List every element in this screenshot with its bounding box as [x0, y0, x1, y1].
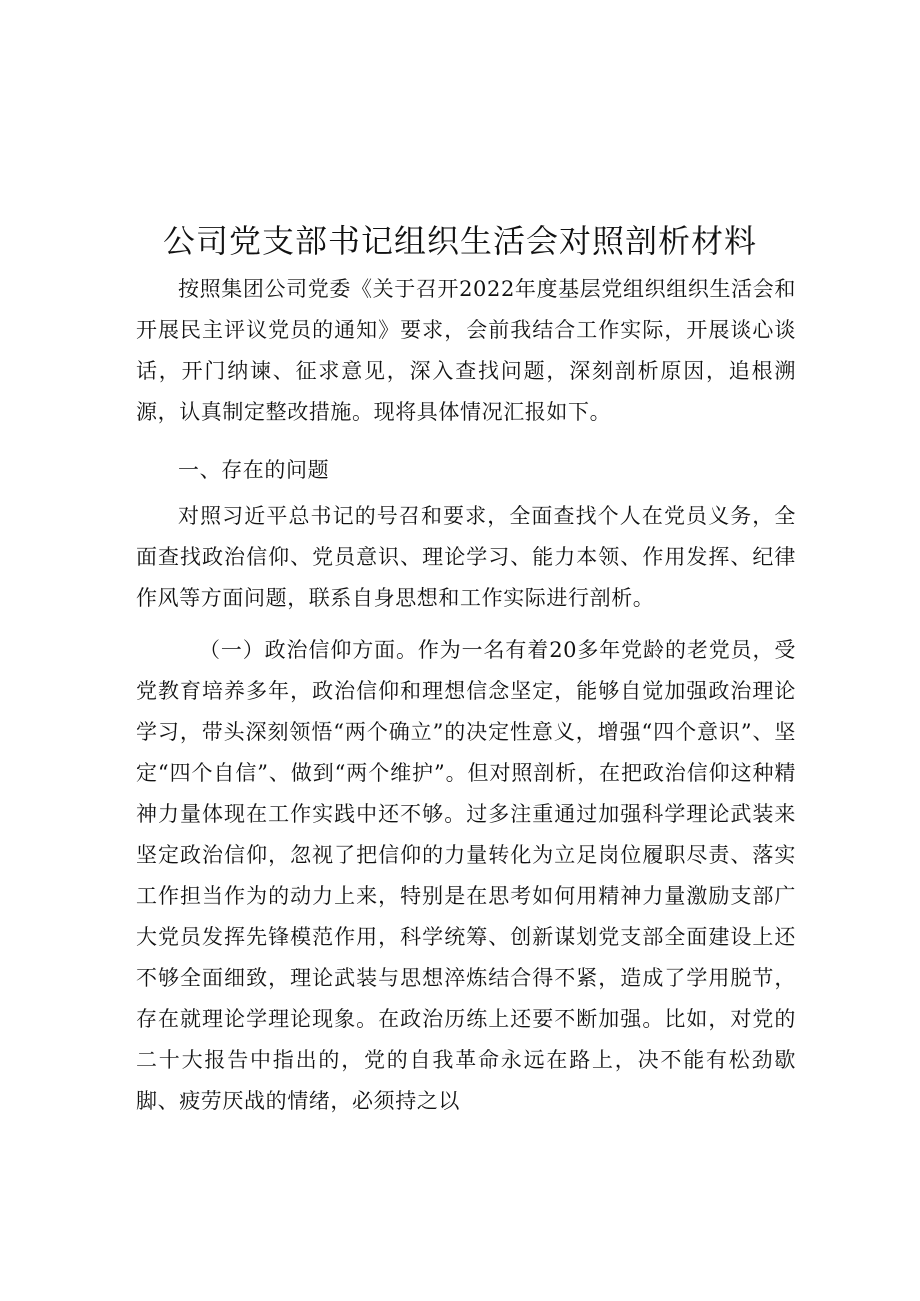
document-title: 公司党支部书记组织生活会对照剖析材料 [162, 222, 757, 260]
intro-paragraph: 按照集团公司党委《关于召开2022年度基层党组织组织生活会和开展民主评议党员的通知》要求，会前我结合工作实际，开展谈心谈话，开门纳谏、征求意见，深入查找问题，深刻剖析原因，追根溯源，认真制定整改措施。现将具体情况汇报如下。 [136, 277, 796, 424]
section-heading: 一、存在的问题 [178, 458, 330, 482]
subsection-paragraph: （一）政治信仰方面。作为一名有着20多年党龄的老党员，受党教育培养多年，政治信仰和理想信念坚定，能够自觉加强政治理论学习，带头深刻领悟“两个确立”的决定性意义，增强“四个意识”、坚定“四个自信”、做到“两个维护”。但对照剖析，在把政治信仰这种精神力量体现在工作实践中还不够。过多注重通过加强科学理论武装来坚定政治信仰，忽视了把信仰的力量转化为立足岗位履职尽责、落实工作担当作为的动力上来，特别是在思考如何用精神力量激励支部广大党员发挥先锋模范作用，科学统筹、创新谋划党支部全面建设上还不够全面细致，理论武装与思想淬炼结合得不紧，造成了学用脱节，存在就理论学理论现象。在政治历练上还要不断加强。比如，对党的二十大报告中指出的，党的自我革命永远在路上，决不能有松劲歇脚、疲劳厌战的情绪，必须持之以 [136, 638, 796, 1113]
section-intro-paragraph: 对照习近平总书记的号召和要求，全面查找个人在党员义务，全面查找政治信仰、党员意识、理论学习、能力本领、作用发挥、纪律作风等方面问题，联系自身思想和工作实际进行剖析。 [136, 504, 796, 610]
